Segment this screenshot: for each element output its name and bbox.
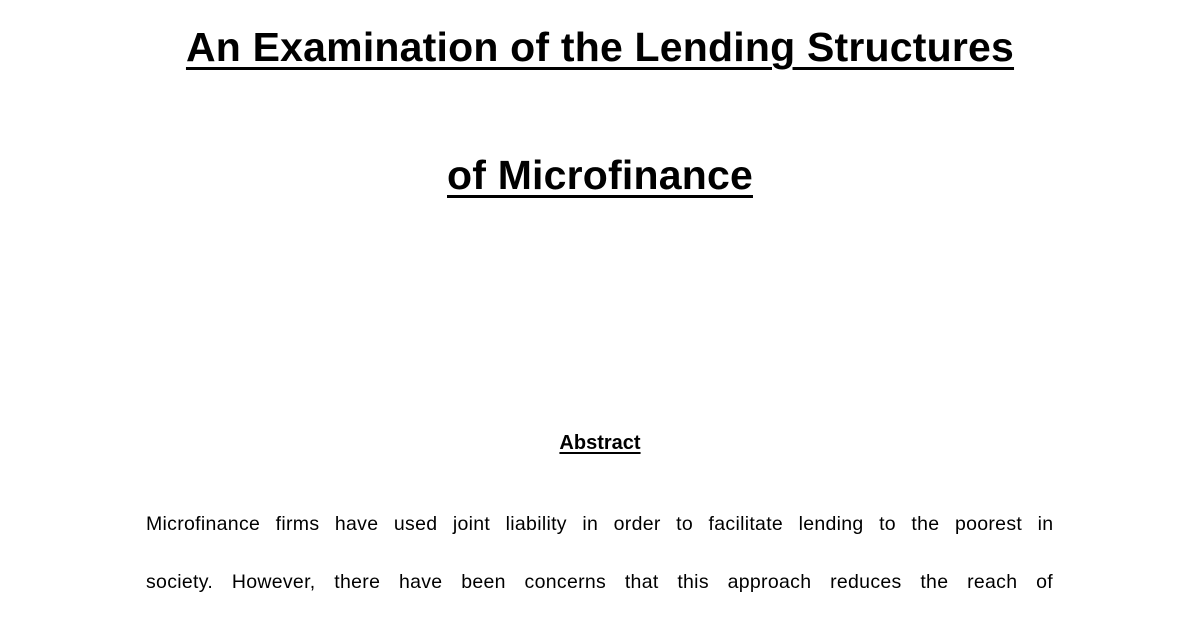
paper-title-line-2: of Microfinance: [447, 152, 753, 198]
abstract-text-line-2: society. However, there have been concerns that this approach reduces the reach of: [146, 571, 1053, 593]
abstract-text-line-1: Microfinance firms have used joint liability in order to facilitate lending to the poorest in: [146, 513, 1054, 535]
abstract-heading: Abstract: [559, 432, 641, 454]
paper-title-line-1: An Examination of the Lending Structures: [185, 24, 1015, 70]
